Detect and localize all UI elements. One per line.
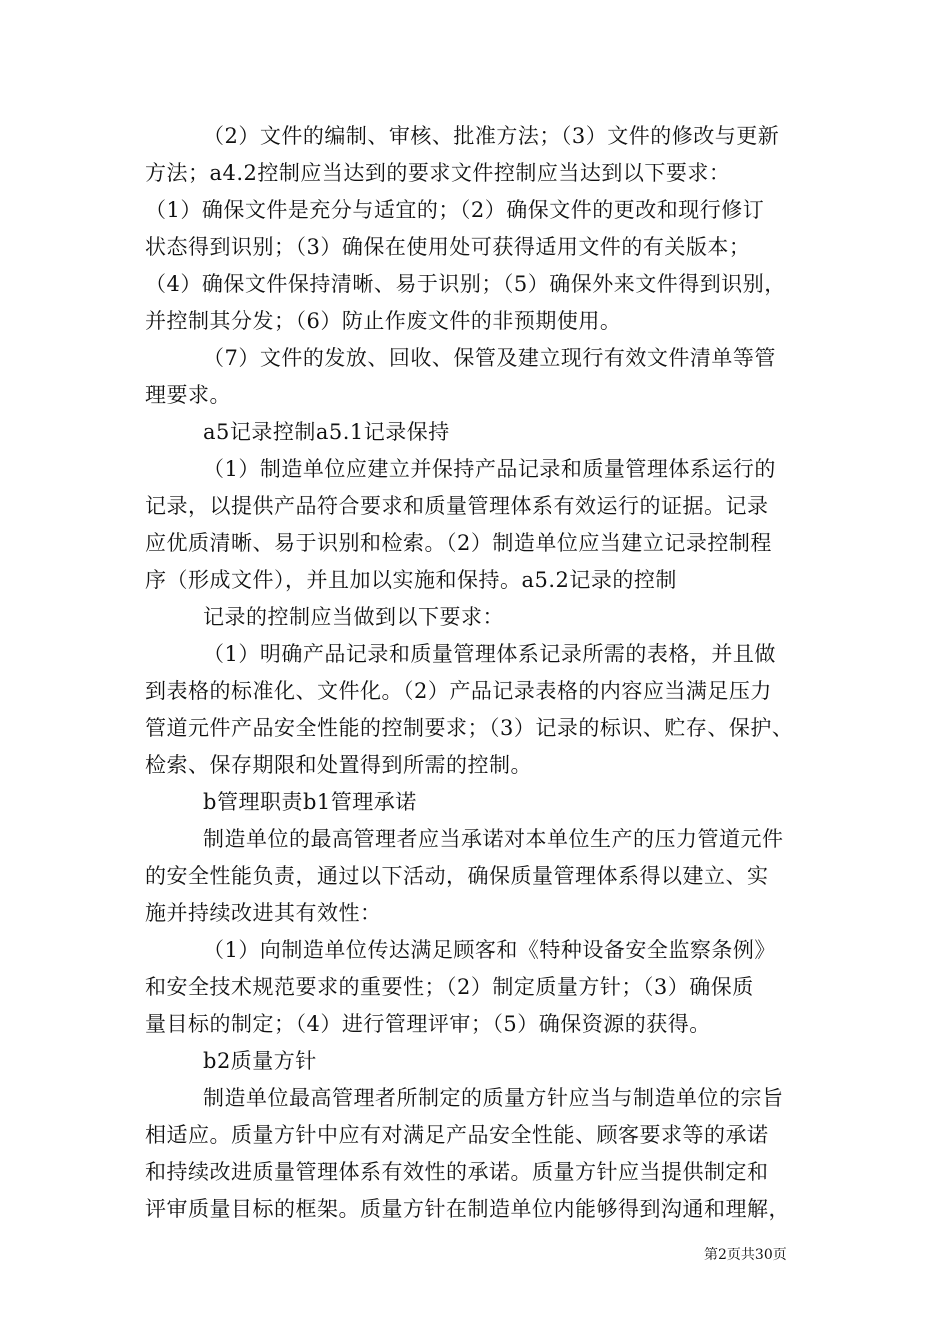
text-line: （7）文件的发放、回收、保管及建立现行有效文件清单等管 bbox=[203, 346, 776, 370]
text-line: 的安全性能负责，通过以下活动，确保质量管理体系得以建立、实 bbox=[145, 864, 769, 888]
text-line: 制造单位的最高管理者应当承诺对本单位生产的压力管道元件 bbox=[203, 827, 784, 851]
text-line: （1）明确产品记录和质量管理体系记录所需的表格，并且做 bbox=[203, 642, 776, 666]
text-line: 评审质量目标的框架。质量方针在制造单位内能够得到沟通和理解， bbox=[145, 1197, 790, 1221]
text-line: 量目标的制定；（4）进行管理评审；（5）确保资源的获得。 bbox=[145, 1012, 711, 1036]
section-heading: b2质量方针 bbox=[203, 1049, 317, 1073]
page-number-footer: 第2页共30页 bbox=[704, 1247, 787, 1263]
text-line: 状态得到识别；（3）确保在使用处可获得适用文件的有关版本； bbox=[145, 235, 751, 259]
text-line: 检索、保存期限和处置得到所需的控制。 bbox=[145, 753, 532, 777]
section-heading: a5记录控制a5.1记录保持 bbox=[203, 420, 450, 444]
text-line: 到表格的标准化、文件化。（2）产品记录表格的内容应当满足压力 bbox=[145, 679, 772, 703]
text-line: （1）确保文件是充分与适宜的；（2）确保文件的更改和现行修订 bbox=[145, 198, 765, 222]
text-line: 相适应。质量方针中应有对满足产品安全性能、顾客要求等的承诺 bbox=[145, 1123, 769, 1147]
text-line: （1）制造单位应建立并保持产品记录和质量管理体系运行的 bbox=[203, 457, 776, 481]
text-line: 记录，以提供产品符合要求和质量管理体系有效运行的证据。记录 bbox=[145, 494, 769, 518]
text-line: 施并持续改进其有效性： bbox=[145, 901, 382, 925]
text-line: 制造单位最高管理者所制定的质量方针应当与制造单位的宗旨 bbox=[203, 1086, 784, 1110]
section-heading: b管理职责b1管理承诺 bbox=[203, 790, 417, 814]
text-line: 并控制其分发；（6）防止作废文件的非预期使用。 bbox=[145, 309, 622, 333]
text-line: 和安全技术规范要求的重要性；（2）制定质量方针；（3）确保质 bbox=[145, 975, 754, 999]
text-line: 管道元件产品安全性能的控制要求；（3）记录的标识、贮存、保护、 bbox=[145, 716, 794, 740]
text-line: （4）确保文件保持清晰、易于识别；（5）确保外来文件得到识别， bbox=[145, 272, 786, 296]
text-line: （2）文件的编制、审核、批准方法；（3）文件的修改与更新 bbox=[203, 124, 780, 148]
text-line: 和持续改进质量管理体系有效性的承诺。质量方针应当提供制定和 bbox=[145, 1160, 769, 1184]
text-line: 应优质清晰、易于识别和检索。（2）制造单位应当建立记录控制程 bbox=[145, 531, 772, 555]
text-line: 记录的控制应当做到以下要求： bbox=[203, 605, 504, 629]
text-line: 理要求。 bbox=[145, 383, 231, 407]
text-line: 方法；a4.2控制应当达到的要求文件控制应当达到以下要求： bbox=[145, 161, 731, 185]
text-line: （1）向制造单位传达满足顾客和《特种设备安全监察条例》 bbox=[203, 938, 776, 962]
text-line: 序（形成文件），并且加以实施和保持。a5.2记录的控制 bbox=[145, 568, 677, 592]
